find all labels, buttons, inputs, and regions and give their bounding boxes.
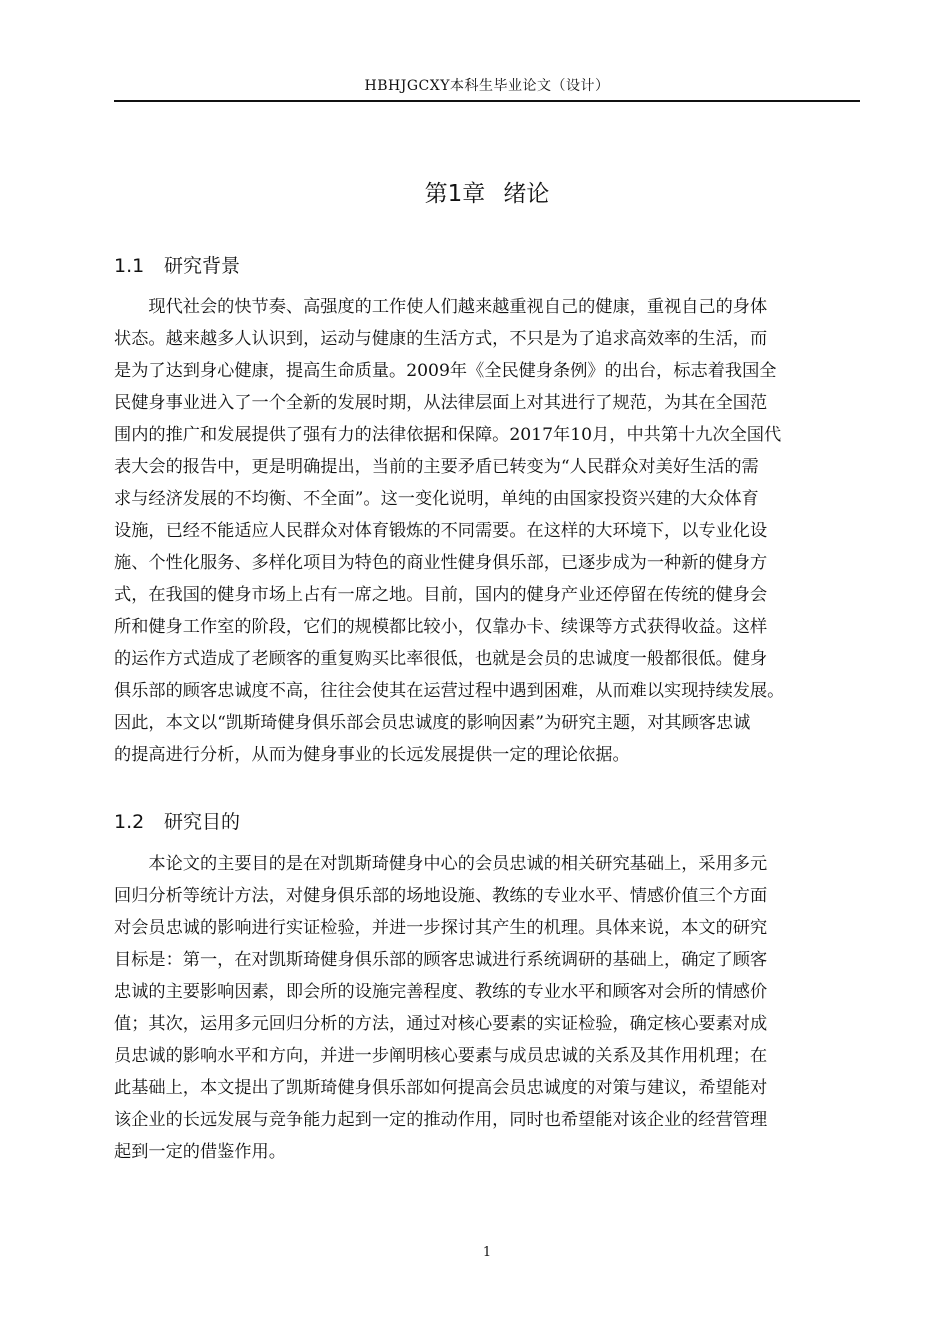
- section-heading-background: [114, 252, 240, 280]
- paragraph-purpose: [114, 848, 870, 1168]
- text-line: 状态。越来越多人认识到，运动与健康的生活方式，不只是为了追求高效率的生活，而: [114, 329, 768, 349]
- text-line: 值；其次，运用多元回归分析的方法，通过对核心要素的实证检验，确定核心要素对成: [114, 1014, 768, 1034]
- running-header: HBHJGCXY本科生毕业论文（设计）: [364, 78, 610, 94]
- chapter-number: 第1章: [424, 181, 486, 207]
- text-line: 对会员忠诚的影响进行实证检验，并进一步探讨其产生的机理。具体来说，本文的研究: [114, 918, 768, 938]
- chapter-name: 绪论: [503, 181, 550, 207]
- text-line: 民健身事业进入了一个全新的发展时期，从法律层面上对其进行了规范，为其在全国范: [114, 393, 768, 413]
- text-line: 围内的推广和发展提供了强有力的法律依据和保障。2017年10月，中共第十九次全国代: [114, 425, 782, 445]
- chapter-title: [114, 178, 860, 210]
- text-line: 俱乐部的顾客忠诚度不高，往往会使其在运营过程中遇到困难，从而难以实现持续发展。: [114, 681, 785, 701]
- header-rule: [114, 100, 860, 102]
- text-line: 是为了达到身心健康，提高生命质量。2009年《全民健身条例》的出台，标志着我国全: [114, 361, 777, 381]
- text-line: 回归分析等统计方法，对健身俱乐部的场地设施、教练的专业水平、情感价值三个方面: [114, 886, 768, 906]
- text-line: 表大会的报告中，更是明确提出，当前的主要矛盾已转变为“人民群众对美好生活的需: [114, 457, 759, 477]
- text-line: 式，在我国的健身市场上占有一席之地。目前，国内的健身产业还停留在传统的健身会: [114, 585, 768, 605]
- section-number: 1.1: [114, 255, 145, 277]
- text-line: 现代社会的快节奏、高强度的工作使人们越来越重视自己的健康，重视自己的身体: [114, 297, 768, 317]
- section-heading-purpose: [114, 808, 240, 836]
- text-line: 本论文的主要目的是在对凯斯琦健身中心的会员忠诚的相关研究基础上，采用多元: [114, 854, 768, 874]
- text-line: 忠诚的主要影响因素，即会所的设施完善程度、教练的专业水平和顾客对会所的情感价: [114, 982, 768, 1002]
- text-line: 设施，已经不能适应人民群众对体育锻炼的不同需要。在这样的大环境下，以专业化设: [114, 521, 768, 541]
- text-line: 求与经济发展的不均衡、不全面”。这一变化说明，单纯的由国家投资兴建的大众体育: [114, 489, 759, 509]
- text-line: 的运作方式造成了老顾客的重复购买比率很低，也就是会员的忠诚度一般都很低。健身: [114, 649, 768, 669]
- text-line: 此基础上，本文提出了凯斯琦健身俱乐部如何提高会员忠诚度的对策与建议，希望能对: [114, 1078, 768, 1098]
- text-line: 所和健身工作室的阶段，它们的规模都比较小，仅靠办卡、续课等方式获得收益。这样: [114, 617, 768, 637]
- text-line: 的提高进行分析，从而为健身事业的长远发展提供一定的理论依据。: [114, 745, 630, 765]
- section-title: 研究背景: [164, 255, 241, 277]
- section-title: 研究目的: [164, 811, 241, 833]
- section-number: 1.2: [114, 811, 145, 833]
- text-line: 该企业的长远发展与竞争能力起到一定的推动作用，同时也希望能对该企业的经营管理: [114, 1110, 768, 1130]
- paragraph-background: [114, 291, 870, 771]
- text-line: 因此，本文以“凯斯琦健身俱乐部会员忠诚度的影响因素”为研究主题，对其顾客忠诚: [114, 713, 751, 733]
- text-line: 目标是：第一，在对凯斯琦健身俱乐部的顾客忠诚进行系统调研的基础上，确定了顾客: [114, 950, 768, 970]
- text-line: 员忠诚的影响水平和方向，并进一步阐明核心要素与成员忠诚的关系及其作用机理；在: [114, 1046, 768, 1066]
- text-line: 起到一定的借鉴作用。: [114, 1142, 286, 1162]
- page-number: 1: [482, 1245, 492, 1260]
- text-line: 施、个性化服务、多样化项目为特色的商业性健身俱乐部，已逐步成为一种新的健身方: [114, 553, 768, 573]
